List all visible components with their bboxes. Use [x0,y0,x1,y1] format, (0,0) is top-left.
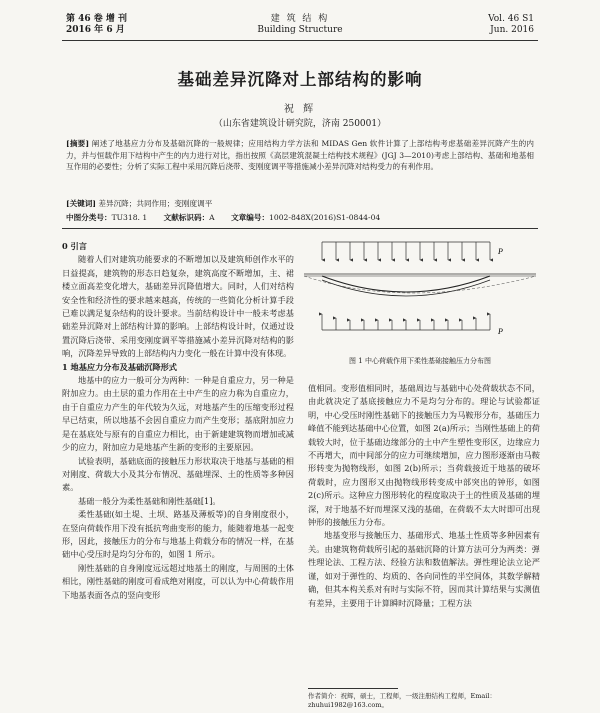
classification-line [66,212,586,223]
article-id-label: 文章编号： [231,213,270,222]
abstract [66,138,534,173]
paper-affiliation: （山东省建筑设计研究院，济南 250001） [213,119,387,129]
paragraph: 地基变形与接触压力、基础形式、地基土性质等多种因素有关。由建筑物荷载所引起的基础沉降的计算方法可分为两类：弹性理论法、工程方法、经验方法和数值解法。弹性理论法立论严谨，如对于弹性的、均质的、各向同性的半空间体，其数学解精确，但其本构关系对有时与实际不符，因而其计算结果与实测值有差异，主要用于计算瞬时沉降量；工程方法 [308,530,540,608]
journal-issue: Vol. 46 S1 Jun. 2016 [488,14,534,35]
load-arrows [322,242,490,260]
paragraph: 值相同。变形值相同时，基础周边与基础中心处荷载状态不同，由此就决定了基底接触应力不是均匀分布的。理论与试验都证明，中心受压时刚性基础下的接触压力为马鞍形分布，基础压力峰值不能到达基础中心位置，如图 2(a)所示；当刚性基础上的荷载较大时，位于基础边缘部分的土中产生塑性变形区，边缘应力不再增大，而中间部分的应力可继续增加，应力图形逐渐由马鞍形转变为抛物线形，如图 2(b)所示；当荷载接近于地基的破坏荷载时，应力图形又由抛物线形转变成中部突出的钟形，如图 2(c)所示。这种应力图形转化的程度取决于土的性质及基础的埋深，对于地基不好而埋深又浅的基础，在荷载不太大时即可出现钟形的接触压力分布。 [308,383,540,528]
keywords-text: 差异沉降；共同作用；变刚度调平 [98,199,213,208]
reaction-arrows [322,314,490,330]
paper-title: 基础差异沉降对上部结构的影响 [177,70,423,89]
section-heading-1: 1 地基应力分布及基础沉降形式 [62,361,177,372]
left-column [62,240,294,602]
paper-author: 祝 辉 [283,104,317,115]
paragraph: 地基中的应力一般可分为两种：一种是自重应力，另一种是附加应力。由土层的重力作用在土中产生的应力称为自重应力，由于自重应力产生的年代较为久远，对地基产生的压缩变形过程早已结束，所以地基不会因自重应力而产生变形；基底附加应力是在基底处与原有的自重应力相比，由于新建建筑物而增加或减少的应力，附加应力是地基产生新的变形的主要原因。 [62,375,294,453]
abstract-rule [62,228,538,229]
paragraph: 柔性基础(如土堤、土坝、路基及薄板等)的自身刚度很小，在竖向荷载作用下没有抵抗弯曲变形的能力，能随着地基一起变形，因此，接触压力的分布与地基上荷载分布的情况一样，在基础中心受压时是均匀分布的，如图 1 所示。 [62,509,294,560]
author-footnote: 作者简介：祝辉，硕士，工程师，一级注册结构工程师，Email：zhuhui1982@163.com。 [308,692,496,709]
journal-volume: 第 46 卷 增 刊 2016 年 6 月 [66,14,128,35]
journal-name: 建 筑 结 构 Building Structure [257,14,343,35]
paragraph-intro: 随着人们对建筑功能要求的不断增加以及建筑师创作水平的日益提高，建筑物的形态日趋复杂，建筑高度不断增加，主、裙楼立面高差变化增大，基础差异沉降值增大。同时，人们对结构安全性和经济性的要求越来越高，传统的一些简化分析计算手段已难以满足复杂结构的设计要求。当前结构设计中一般未考虑基础差异沉降对上部结构计算的影响。上部结构设计时，仅通过设置沉降后浇带、采用变刚度调平等措施减小差异沉降对结构的影响，沉降差异导致的上部结构内力变化一般在计算中没有体现。 [62,254,294,359]
label-p-top: P [498,247,503,256]
article-id-value: 1002-848X(2016)S1-0844-04 [269,213,381,222]
figure-1 [300,238,540,376]
clc-value: TU318. 1 [111,213,148,222]
keywords [66,198,534,209]
footnote-rule [308,688,398,689]
label-p-bottom: P [498,327,503,336]
keywords-label: [关键词] [66,199,96,208]
doc-code-value: A [209,213,215,222]
paragraph: 试验表明，基础底面的接触压力形状取决于地基与基础的相对刚度、荷载大小及其分布情况、基础埋深、土的性质等多种因素。 [62,455,294,493]
clc-label: 中图分类号： [66,213,112,222]
abstract-label: [摘要] [66,139,90,148]
header-rule [62,40,538,41]
right-column [308,382,540,610]
paragraph: 刚性基础的自身刚度远远超过地基土的刚度，与周围的土体相比，刚性基础的刚度可看成绝对刚度，可以认为中心荷载作用下地基表面各点的竖向变形 [62,562,294,600]
figure-1-caption: 图 1 中心荷载作用下柔性基础接触压力分布图 [349,357,491,365]
doc-code-label: 文献标识码： [163,213,210,222]
paragraph: 基础一般分为柔性基础和刚性基础[1]。 [78,495,221,506]
section-heading-intro: 0 引言 [62,241,87,251]
abstract-text: 阐述了地基应力分布及基础沉降的一般规律；应用结构力学方法和 MIDAS Gen 软件计算了上部结构考虑基础差异沉降产生的内力，并与恒载作用下结构中产生的内力进行对比，指出按照《高层建筑混凝土结构技术规程》(JGJ 3—2010)考虑上部结构、基础和地基相互作用的必要性；分析了实际工程中采用沉降后浇带、变刚度调平等措施减小差异沉降对结构受力的有利作用。 [66,139,534,172]
